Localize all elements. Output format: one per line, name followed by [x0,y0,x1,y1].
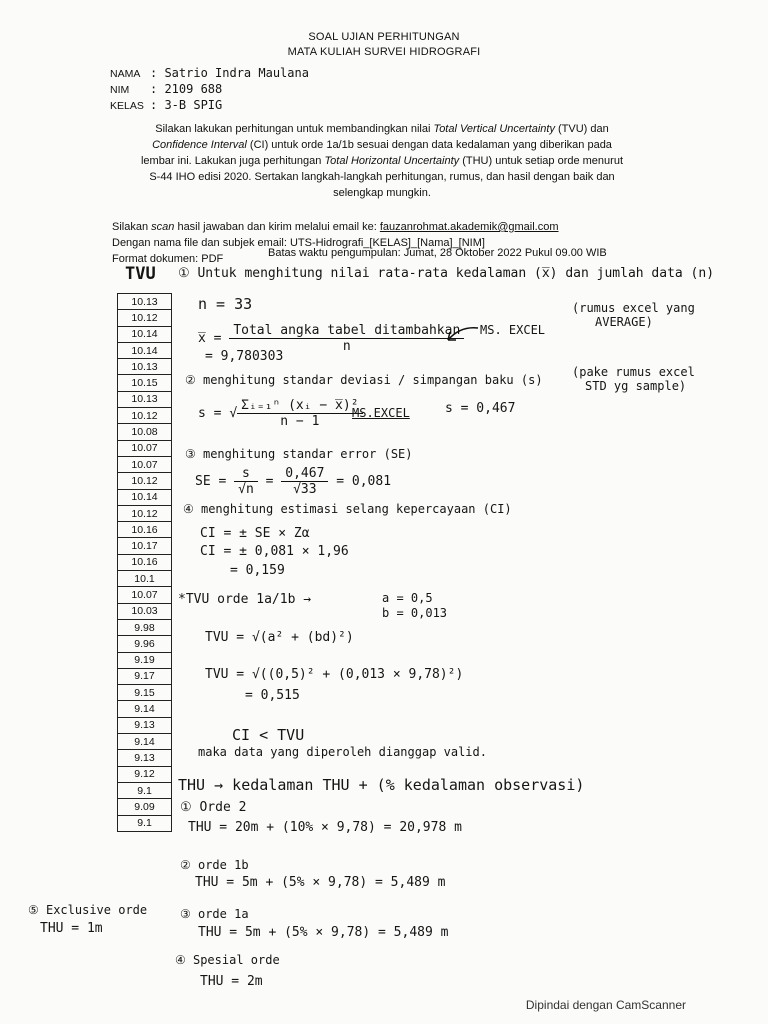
arrow-icon [440,318,480,348]
depth-cell: 9.19 [118,652,172,668]
table-row [118,456,172,472]
depth-cell: 9.14 [118,734,172,750]
orde1b-label: ② orde 1b [180,858,249,872]
step1-heading: ① Untuk menghitung nilai rata-rata kedalaman (x̅) dan jumlah data (n) [178,266,715,281]
table-row [118,342,172,358]
rumus-note-2: AVERAGE) [595,315,653,329]
depth-data-table [117,293,172,832]
table-row [118,310,172,326]
depth-cell: 9.13 [118,717,172,733]
orde2-label: ① Orde 2 [180,800,247,815]
depth-cell: 9.96 [118,636,172,652]
step3-heading: ③ menghitung standar error (SE) [185,447,413,461]
deadline-line: Batas waktu pengumpulan: Jumat, 28 Oktober 2022 Pukul 09.00 WIB [268,247,607,259]
table-row [118,619,172,635]
depth-cell: 10.14 [118,489,172,505]
orde1a-label: ③ orde 1a [180,907,249,921]
depth-cell: 10.03 [118,603,172,619]
table-row [118,652,172,668]
filename-line: Dengan nama file dan subjek email: UTS-Hidrografi_[KELAS]_[Nama]_[NIM] [112,237,485,249]
table-row [118,522,172,538]
orde2-equation: THU = 20m + (10% × 9,78) = 20,978 m [188,820,462,835]
step4-heading: ④ menghitung estimasi selang kepercayaan (CI) [183,502,512,516]
depth-cell: 9.13 [118,750,172,766]
mean-formula: x̅ = $\frac{\text{Total angka tabel ditambahkan}}{n}$ [198,323,464,354]
camscanner-watermark: Dipindai dengan CamScanner [525,998,686,1012]
table-row [118,294,172,310]
format-line: Format dokumen: PDF [112,253,224,265]
depth-cell: 10.13 [118,359,172,375]
ms-excel-note: MS. EXCEL [480,323,546,337]
nim-label: NIM [110,84,130,96]
spesial-orde-equation: THU = 2m [200,974,263,989]
kelas-value: : 3-B SPIG [150,98,223,112]
depth-cell: 9.98 [118,619,172,635]
table-row [118,440,172,456]
stdev-value: s = 0,467 [445,401,516,416]
exclusive-orde-label: ⑤ Exclusive orde [28,903,148,917]
table-row [118,391,172,407]
table-row [118,538,172,554]
depth-cell: 10.17 [118,538,172,554]
table-row [118,750,172,766]
nim-value: : 2109 688 [150,82,223,96]
pake-note-1: (pake rumus excel [572,365,695,379]
spesial-orde-label: ④ Spesial orde [175,953,280,967]
table-row [118,489,172,505]
instructions-paragraph: Silakan lakukan perhitungan untuk membandingkan nilai Total Vertical Uncertainty (TVU) dan Confidence Interval (CI) untuk orde 1a/1b sesuai dengan data kedalaman yang diberikan pada lembar ini. Lakukan juga perhitungan Total Horizontal Uncertainty (THU) untuk setiap orde menurut S-44 IHO edisi 2020. Sertakan langkah-langkah perhitungan, rumus, dan hasil dengan baik dan selengkap mungkin. [140,123,624,199]
nama-label: NAMA [110,68,141,80]
tvu-title: TVU [125,264,156,284]
tvu-value: = 0,515 [245,688,300,703]
table-row [118,375,172,391]
table-row [118,473,172,489]
rumus-note-1: (rumus excel yang [572,301,695,315]
orde1b-equation: THU = 5m + (5% × 9,78) = 5,489 m [195,875,446,890]
table-row [118,424,172,440]
depth-cell: 10.16 [118,522,172,538]
depth-cell: 10.13 [118,294,172,310]
depth-cell: 10.16 [118,554,172,570]
depth-cell: 9.12 [118,766,172,782]
table-row [118,799,172,815]
tvu-orde-label: *TVU orde 1a/1b → [178,592,312,607]
depth-cell: 9.17 [118,668,172,684]
depth-cell: 10.14 [118,342,172,358]
table-row [118,603,172,619]
depth-cell: 10.15 [118,375,172,391]
email-link[interactable]: fauzanrohmat.akademik@gmail.com [379,221,559,233]
ci-tvu-comparison: CI < TVU [232,726,305,744]
kelas-label: KELAS [110,100,144,112]
table-row [118,766,172,782]
table-row [118,505,172,521]
table-row [118,815,172,831]
table-row [118,734,172,750]
depth-cell: 10.12 [118,310,172,326]
conclusion-text: maka data yang diperoleh dianggap valid. [198,745,487,759]
thu-heading: THU → kedalaman THU + (% kedalaman observasi) [178,776,585,794]
depth-cell: 10.14 [118,326,172,342]
mean-value: = 9,780303 [205,349,284,364]
table-row [118,587,172,603]
table-row [118,701,172,717]
depth-cell: 9.14 [118,701,172,717]
table-row [118,717,172,733]
n-equation: n = 33 [198,295,253,313]
table-row [118,326,172,342]
tvu-formula: TVU = √(a² + (bd)²) [205,630,354,645]
depth-cell: 10.12 [118,408,172,424]
ms-excel-note-2: MS.EXCEL [352,406,410,420]
ci-substitution: CI = ± 0,081 × 1,96 [200,544,349,559]
stdev-formula: s = √ $\frac{\text{Σᵢ₌₁ⁿ (xᵢ − x̅)²}}{n - 1}$ [198,398,363,429]
table-row [118,668,172,684]
depth-cell: 10.13 [118,391,172,407]
depth-cell: 10.12 [118,505,172,521]
orde1a-equation: THU = 5m + (5% × 9,78) = 5,489 m [198,925,449,940]
nama-value: : Satrio Indra Maulana [150,66,309,80]
exclusive-orde-equation: THU = 1m [40,921,103,936]
pake-note-2: STD yg sample) [585,379,687,393]
b-value: b = 0,013 [382,606,448,620]
step2-heading: ② menghitung standar deviasi / simpangan baku (s) [185,373,543,387]
depth-cell: 9.1 [118,815,172,831]
depth-cell: 9.1 [118,782,172,798]
depth-cell: 9.15 [118,685,172,701]
a-value: a = 0,5 [382,591,433,605]
depth-cell: 10.08 [118,424,172,440]
table-row [118,554,172,570]
table-row [118,685,172,701]
depth-cell: 10.07 [118,456,172,472]
table-row [118,359,172,375]
document-title: SOAL UJIAN PERHITUNGAN [308,31,460,43]
depth-cell: 9.09 [118,799,172,815]
table-row [118,571,172,587]
ci-formula: CI = ± SE × Zα [200,526,310,541]
table-row [118,782,172,798]
depth-cell: 10.12 [118,473,172,489]
depth-cell: 10.07 [118,440,172,456]
ci-value: = 0,159 [230,563,285,578]
submission-line: Silakan scan hasil jawaban dan kirim melalui email ke: fauzanrohmat.akademik@gmail.com [112,221,559,233]
se-formula: SE = $\frac{s}{√n}$ = $\frac{0,467}{√33}$ = 0,081 [195,466,392,497]
depth-cell: 10.07 [118,587,172,603]
table-row [118,408,172,424]
document-subtitle: MATA KULIAH SURVEI HIDROGRAFI [287,46,481,58]
tvu-substitution: TVU = √((0,5)² + (0,013 × 9,78)²) [205,667,464,682]
table-row [118,636,172,652]
depth-cell: 10.1 [118,571,172,587]
